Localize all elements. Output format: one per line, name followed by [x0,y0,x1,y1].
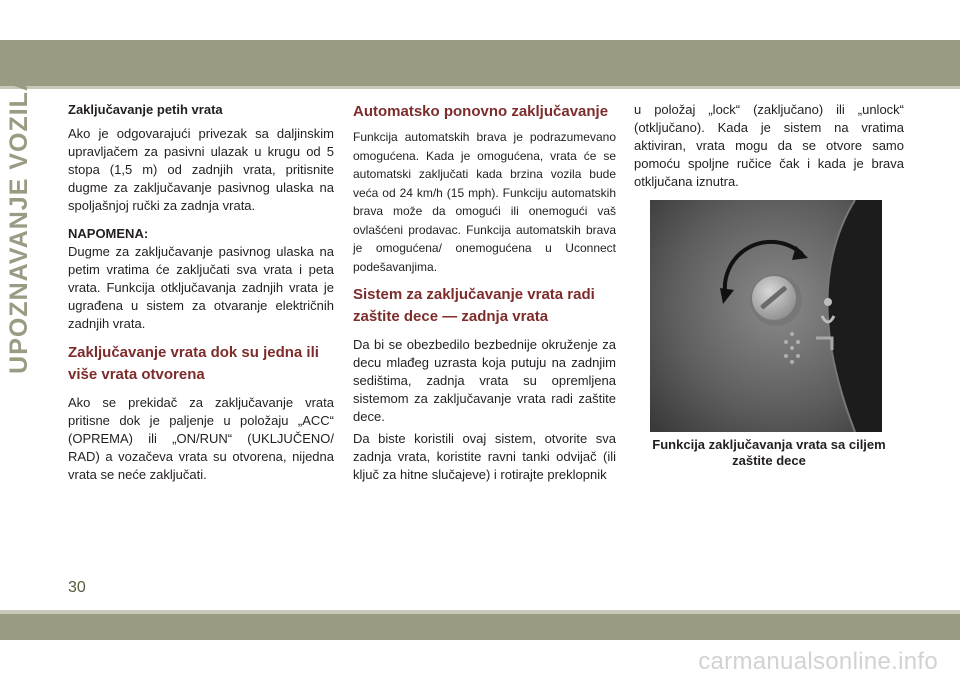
header-stripe [0,86,960,89]
section-side-title-text: UPOZNAVANJE VOZILA [4,72,33,374]
page-number: 30 [68,579,86,596]
paragraph-five-door-lock: Ako je odgovarajući privezak sa daljinskim upravljačem za pasivni ulazak u krugu od 5 stopa (1,5 m) od zadnjih vrata, pritisnite dugme za zaključavanje pasivnog ulaska na spoljašnjoj ručki za zadnja vrata. [68,126,334,213]
column-3 [634,101,904,469]
heading-auto-relock: Automatsko ponovno zaključavanje [353,103,609,120]
note-text: Dugme za zaključavanje pasivnog ulaska na petim vratima će zaključati sva vrata i peta vrata. Funkcija otključavanja zadnjih vrata je ugrađena u sistem za otvaranje električnih zadnjih vrata. [68,244,334,331]
subheading-five-door-lock: Zaključavanje petih vrata [68,102,223,117]
paragraph-doors-open-lock: Ako se prekidač za zaključavanje vrata pritisne dok je paljenje u položaju „ACC“ (OPREMA) ili „ON/RUN“ (UKLJUČENO/ RAD) a vozačeva vrata su otvorena, nijedna vrata se neće zaključati. [68,395,334,482]
top-margin [0,0,960,40]
header-band [0,40,960,86]
watermark: carmanualsonline.info [698,648,938,675]
note-label: NAPOMENA: [68,226,149,241]
child-lock-photo [650,200,882,432]
heading-doors-open-lock: Zaključavanje vrata dok su jedna ili više vrata otvorena [68,344,319,383]
paragraph-child-lock-1: Da bi se obezbedilo bezbednije okruženje za decu mlađeg uzrasta koja putuju na zadnjim sedištima, zadnja vrata su opremljena sistemom za zaključavanje vrata radi zaštite dece. [353,337,616,424]
footer-band [0,614,960,640]
column-1 [68,101,334,484]
heading-child-lock: Sistem za zaključavanje vrata radi zaštite dece — zadnja vrata [353,286,595,325]
column-2 [353,101,616,484]
paragraph-child-lock-2: Da biste koristili ovaj sistem, otvorite sva zadnja vrata, koristite ravni tanki odvijač (ili ključ za hitne slučajeve) i rotirajte preklopnik [353,431,616,482]
figure-caption: Funkcija zaključavanja vrata sa ciljem zaštite dece [652,437,886,468]
child-lock-illustration [650,200,882,432]
paragraph-auto-relock: Funkcija automatskih brava je podrazumevano omogućena. Kada je omogućena, vrata će se automatski zaključati kada brzina vozila bude veća od 24 km/h (15 mph). Funkciju automatskih brava može da omogući ili onemogući vaš ovlašćeni prodavac. Funkcija automatskih brava je omogućena/ onemogućena u Uconnect podešavanjima. [353,130,616,274]
section-side-title [4,72,34,374]
paragraph-child-lock-3: u položaj „lock“ (zaključano) ili „unlock“ (otključano). Kada je sistem na vratima aktiviran, vrata mogu da se otvore samo pomoću spoljne ručice čak i kada je brava otključana iznutra. [634,102,904,189]
